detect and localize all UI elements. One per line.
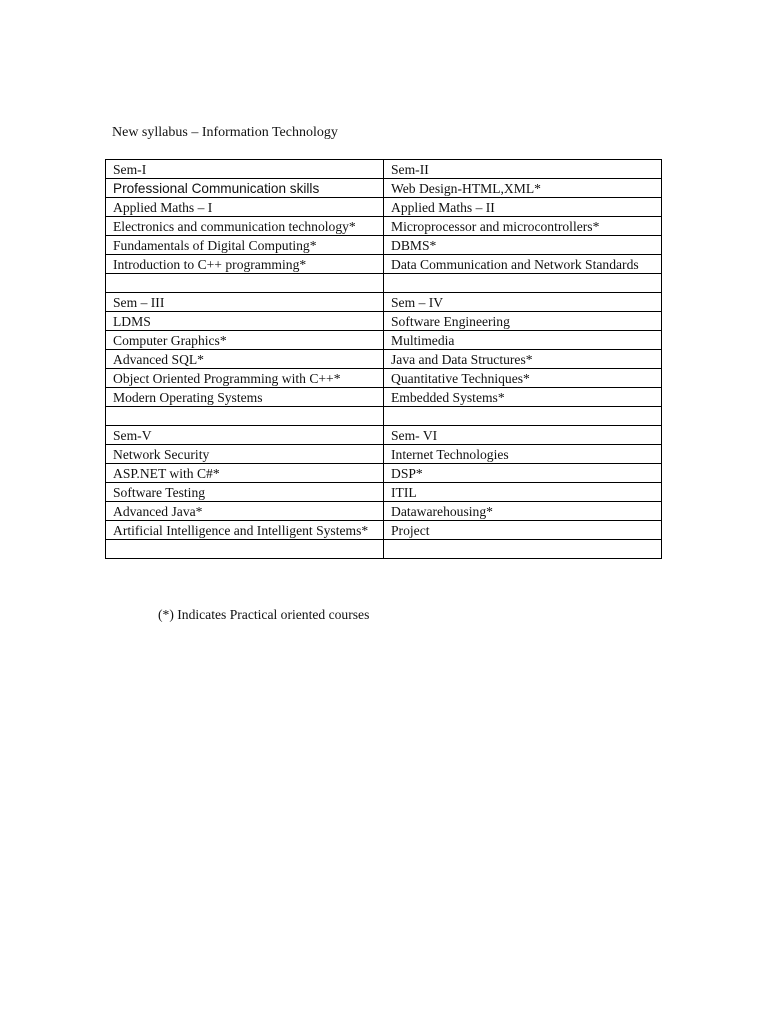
table-cell-right: Java and Data Structures* (384, 350, 662, 369)
table-row (106, 464, 662, 483)
table-cell-left: Object Oriented Programming with C++* (106, 369, 384, 388)
table-cell-left: Professional Communication skills (106, 179, 384, 198)
table-cell-right: Sem- VI (384, 426, 662, 445)
table-cell-right: Microprocessor and microcontrollers* (384, 217, 662, 236)
table-cell-right: Quantitative Techniques* (384, 369, 662, 388)
table-cell-right: Sem – IV (384, 293, 662, 312)
table-row (106, 217, 662, 236)
syllabus-table (105, 159, 662, 559)
page-title: New syllabus – Information Technology (112, 125, 338, 140)
table-row (106, 179, 662, 198)
table-row (106, 407, 662, 426)
table-cell-left: LDMS (106, 312, 384, 331)
table-row (106, 198, 662, 217)
table-cell-right: Project (384, 521, 662, 540)
syllabus-table-body (106, 160, 662, 559)
table-cell-right: DSP* (384, 464, 662, 483)
table-row (106, 160, 662, 179)
table-cell-left: Electronics and communication technology* (106, 217, 384, 236)
table-cell-right: Datawarehousing* (384, 502, 662, 521)
table-cell-left: Computer Graphics* (106, 331, 384, 350)
table-cell-left: Advanced Java* (106, 502, 384, 521)
table-cell-left: ASP.NET with C#* (106, 464, 384, 483)
table-cell-right: Data Communication and Network Standards (384, 255, 662, 274)
table-row (106, 521, 662, 540)
table-cell-right: Multimedia (384, 331, 662, 350)
table-cell-left: Sem – III (106, 293, 384, 312)
table-cell-left: Fundamentals of Digital Computing* (106, 236, 384, 255)
table-cell-left: Network Security (106, 445, 384, 464)
table-row (106, 426, 662, 445)
table-row (106, 293, 662, 312)
table-row (106, 350, 662, 369)
table-cell-left (106, 407, 384, 426)
table-row (106, 445, 662, 464)
table-row (106, 236, 662, 255)
table-cell-left: Advanced SQL* (106, 350, 384, 369)
footnote: (*) Indicates Practical oriented courses (158, 607, 370, 622)
table-row (106, 255, 662, 274)
table-row (106, 388, 662, 407)
table-cell-right: ITIL (384, 483, 662, 502)
table-cell-right: Web Design-HTML,XML* (384, 179, 662, 198)
table-cell-right (384, 540, 662, 559)
table-cell-left: Artificial Intelligence and Intelligent Systems* (106, 521, 384, 540)
table-row (106, 540, 662, 559)
table-cell-left (106, 274, 384, 293)
table-cell-right (384, 407, 662, 426)
table-cell-right: Sem-II (384, 160, 662, 179)
table-cell-right: Software Engineering (384, 312, 662, 331)
table-row (106, 369, 662, 388)
table-cell-right: Internet Technologies (384, 445, 662, 464)
table-row (106, 274, 662, 293)
table-row (106, 483, 662, 502)
table-cell-right: Applied Maths – II (384, 198, 662, 217)
table-row (106, 312, 662, 331)
table-row (106, 502, 662, 521)
table-cell-left: Sem-I (106, 160, 384, 179)
table-cell-right: DBMS* (384, 236, 662, 255)
table-cell-left: Introduction to C++ programming* (106, 255, 384, 274)
table-cell-left: Modern Operating Systems (106, 388, 384, 407)
table-row (106, 331, 662, 350)
table-cell-left (106, 540, 384, 559)
table-cell-left: Software Testing (106, 483, 384, 502)
table-cell-left: Applied Maths – I (106, 198, 384, 217)
table-cell-left: Sem-V (106, 426, 384, 445)
table-cell-right: Embedded Systems* (384, 388, 662, 407)
table-cell-right (384, 274, 662, 293)
